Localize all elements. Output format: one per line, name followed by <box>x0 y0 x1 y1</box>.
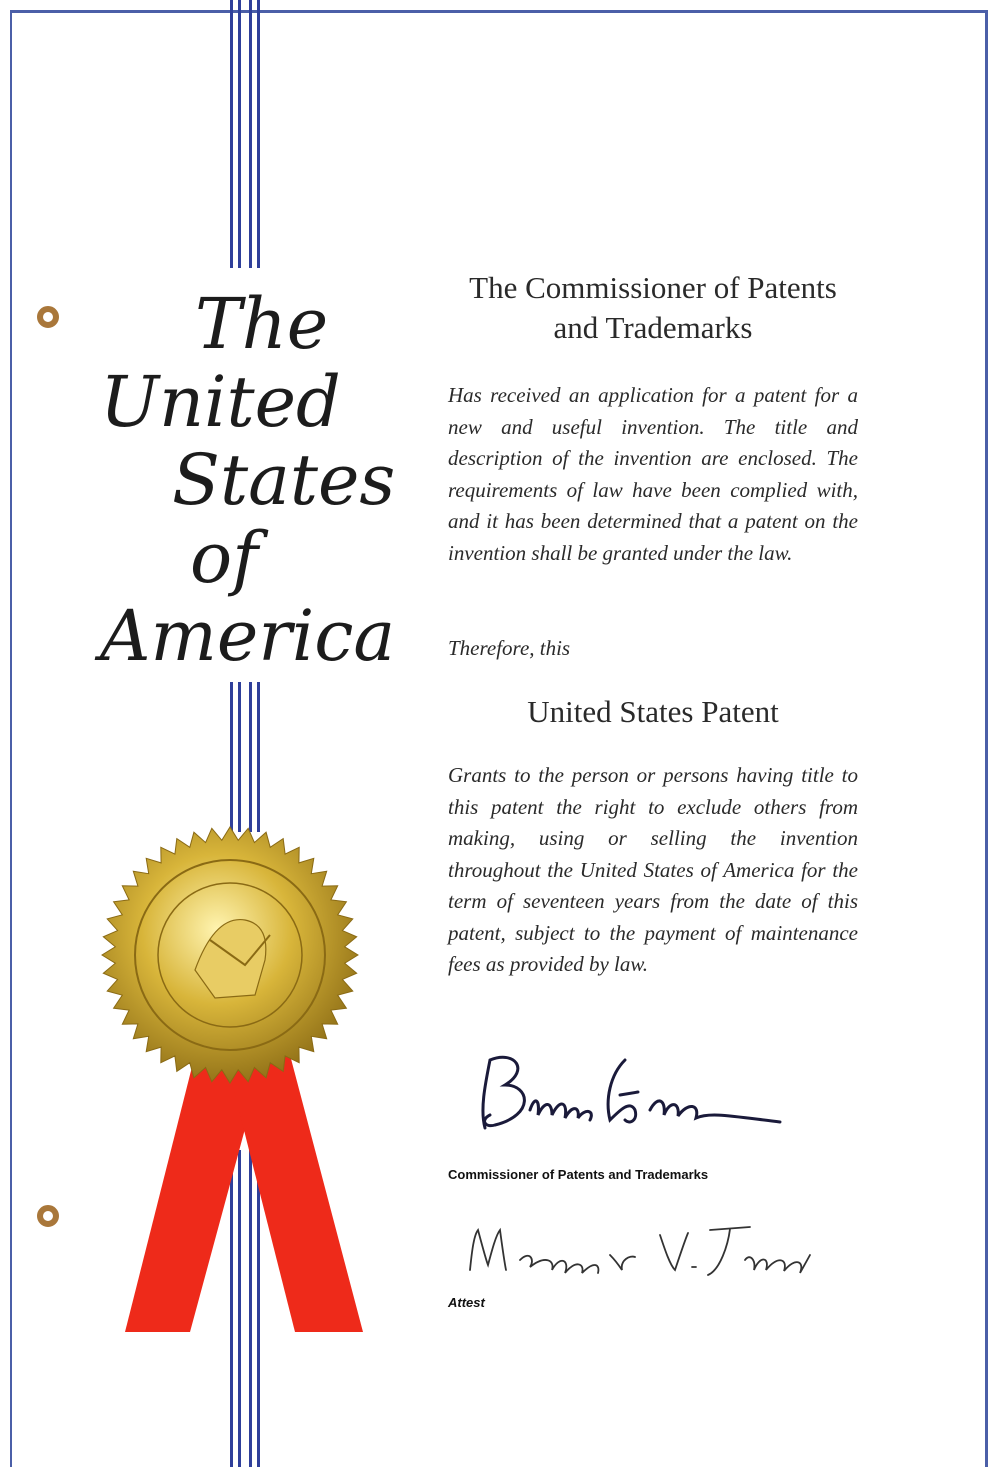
therefore-text: Therefore, this <box>448 636 571 660</box>
motto-line: America <box>100 595 396 677</box>
motto-line: United <box>100 361 341 443</box>
gold-seal-with-ribbon <box>95 820 385 1340</box>
attest-signature <box>460 1215 820 1295</box>
page-border-left <box>10 10 12 1467</box>
page-border-right <box>985 10 988 1467</box>
motto-line: The <box>195 283 329 365</box>
application-paragraph: Has received an application for a patent for a new and useful invention. The title and description of the invention are enclosed. The requirements of law have been complied with, and it has been determined that a patent on the invention shall be granted under the law. <box>448 383 858 565</box>
page-border-top <box>10 10 988 13</box>
ribbon-right <box>225 1055 363 1332</box>
motto-the-united-states-of-america <box>80 283 396 677</box>
patent-title: United States Patent <box>527 694 779 729</box>
commissioner-signature <box>460 1040 800 1140</box>
binding-hole-top <box>37 306 59 328</box>
grant-paragraph: Grants to the person or persons having title to this patent the right to exclude others from making, using or selling the invention throughout the United States of America for the term of seventeen years from the date of this patent, subject to the payment of maintenance fees as provided by law. <box>448 763 858 976</box>
attest-caption: Attest <box>448 1295 485 1310</box>
binding-hole-bottom <box>37 1205 59 1227</box>
heading-line: The Commissioner of Patents <box>469 270 837 305</box>
commissioner-caption: Commissioner of Patents and Trademarks <box>448 1167 709 1182</box>
commissioner-heading <box>448 268 858 348</box>
motto-line: States <box>172 439 396 521</box>
motto-line: of <box>190 517 259 599</box>
heading-line: and Trademarks <box>553 310 753 345</box>
